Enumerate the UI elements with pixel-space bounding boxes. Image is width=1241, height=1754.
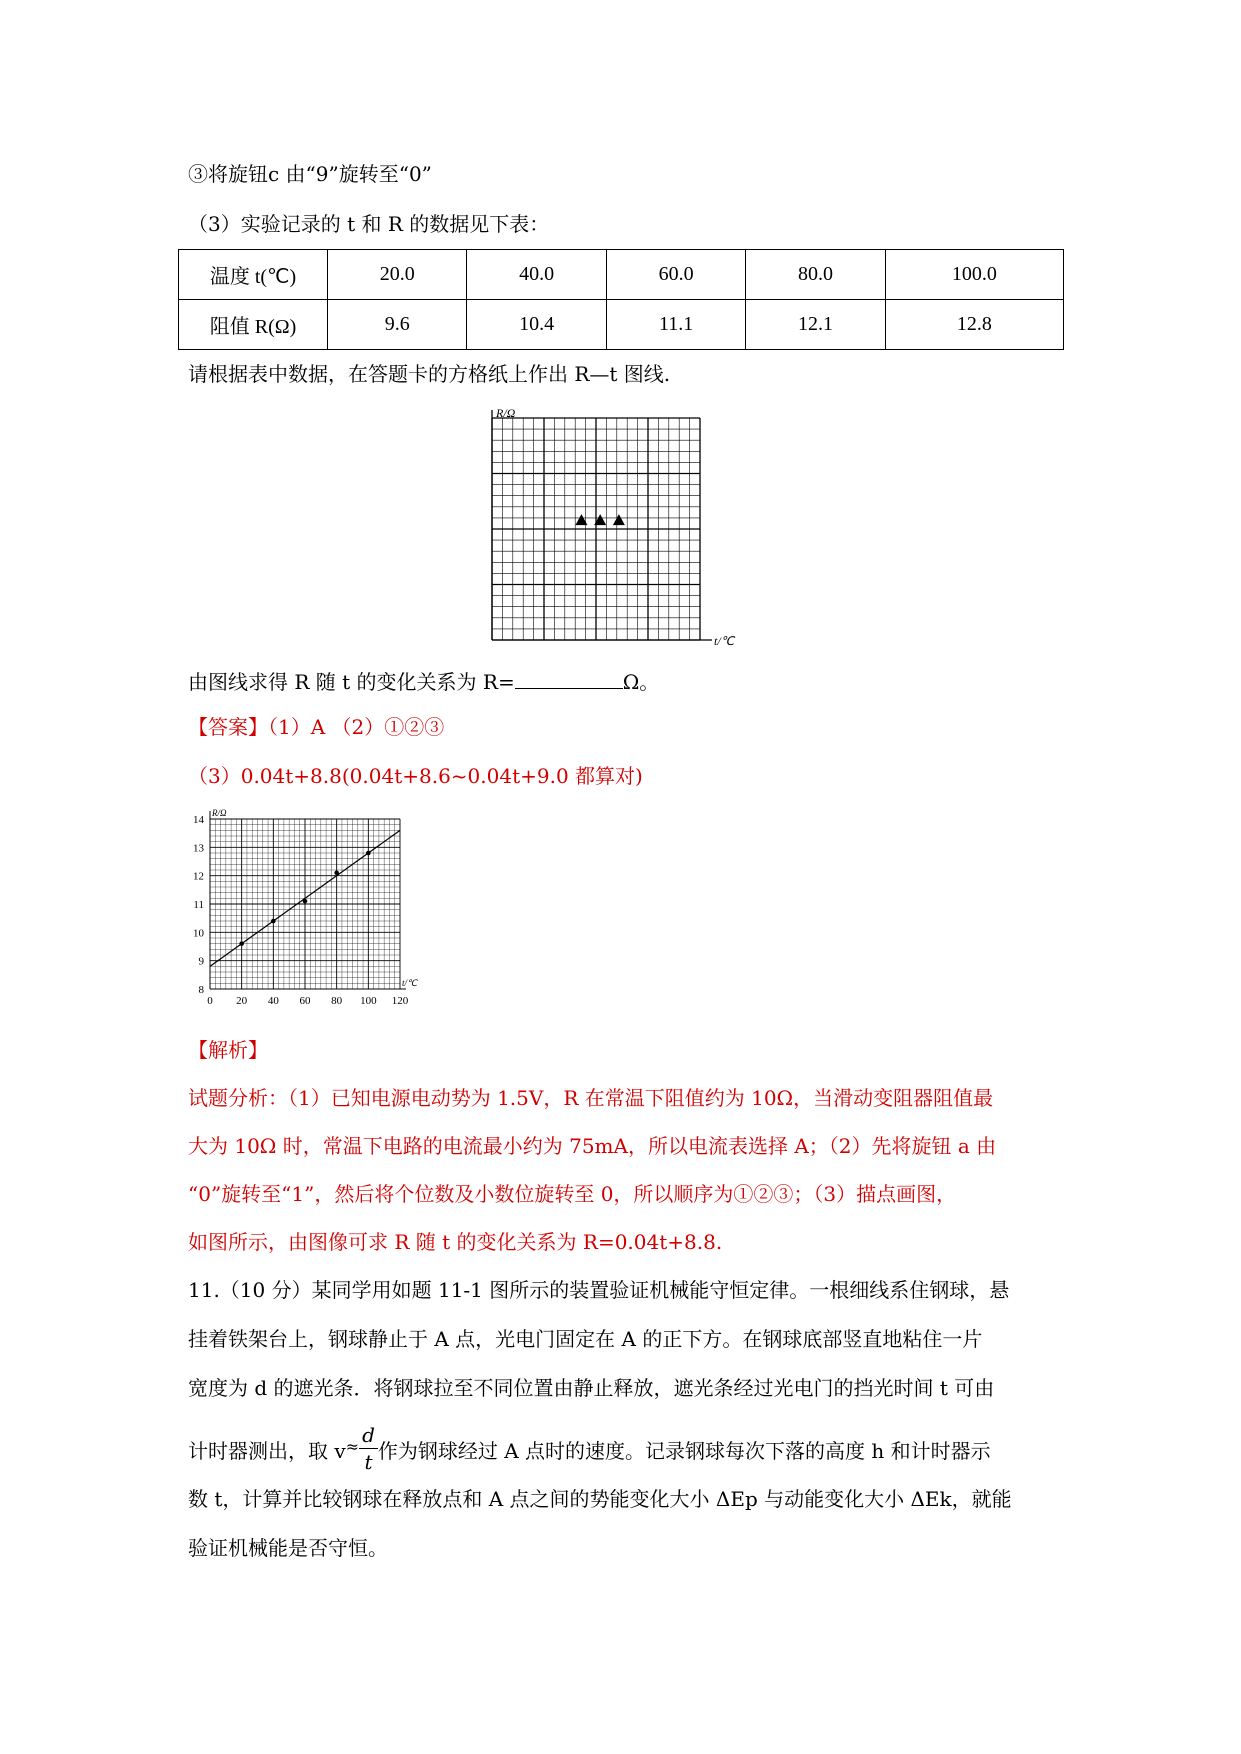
q11-line: 数 t，计算并比较钢球在释放点和 A 点之间的势能变化大小 ΔEp 与动能变化大小 ΔEk，就能 — [188, 1487, 1012, 1511]
table-cell: 10.4 — [467, 300, 606, 350]
table-cell: 9.6 — [328, 300, 467, 350]
answer-text: （1）A （2）①②③ — [268, 715, 445, 739]
relation-question-suffix: Ω。 — [622, 670, 660, 694]
relation-question — [188, 666, 659, 696]
part3-intro: （3）实验记录的 t 和 R 的数据见下表： — [188, 212, 550, 236]
answer-line2: （3）0.04t+8.8(0.04t+8.6~0.04t+9.0 都算对) — [188, 764, 643, 788]
data-table — [178, 249, 1064, 350]
x-tick-label: 40 — [267, 995, 279, 1007]
y-axis-label: R/Ω — [212, 808, 227, 818]
x-tick-label: 20 — [236, 995, 248, 1007]
data-point — [334, 871, 339, 876]
data-point — [303, 899, 308, 904]
triangle-mark — [613, 514, 625, 525]
answer-blank — [515, 666, 623, 689]
q11-line: 挂着铁架台上，钢球静止于 A 点，光电门固定在 A 的正下方。在钢球底部竖直地粘住一片 — [188, 1327, 983, 1351]
q11-line: 验证机械能是否守恒。 — [188, 1536, 388, 1560]
analysis-line: 如图所示，由图像可求 R 随 t 的变化关系为 R=0.04t+8.8. — [188, 1230, 723, 1254]
answer-tag: 【答案】 — [188, 715, 268, 739]
y-tick-label: 9 — [198, 955, 204, 968]
fraction-numerator: d — [359, 1422, 378, 1449]
table-cell: 40.0 — [467, 250, 606, 300]
velocity-fraction — [359, 1422, 378, 1475]
analysis-line: 大为 10Ω 时，常温下电路的电流最小约为 75mA，所以电流表选择 A；（2）先将旋钮 a 由 — [188, 1134, 997, 1158]
x-tick-label: 120 — [391, 995, 409, 1007]
table-row — [179, 250, 1064, 300]
y-axis-label: R/Ω — [496, 406, 516, 420]
y-tick-label: 11 — [193, 899, 204, 911]
x-tick-label: 80 — [331, 995, 343, 1007]
q11-line4-suffix: 作为钢球经过 A 点时的速度。记录钢球每次下落的高度 h 和计时器示 — [377, 1439, 991, 1463]
y-tick-label: 12 — [193, 870, 204, 883]
analysis-line: 试题分析：（1）已知电源电动势为 1.5V，R 在常温下阻值约为 10Ω，当滑动变阻器阻值最 — [188, 1086, 994, 1110]
blank-grid-paper — [480, 408, 760, 648]
table-cell: 12.1 — [746, 300, 885, 350]
table-cell: 11.1 — [606, 300, 745, 350]
approx-sign: ≈ — [345, 1437, 360, 1456]
table-header-resistance: 阻值 R(Ω) — [179, 300, 328, 350]
data-point — [366, 851, 371, 856]
y-tick-label: 14 — [193, 814, 204, 826]
data-point — [271, 919, 276, 924]
answer-chart — [180, 805, 418, 1020]
q11-line: 宽度为 d 的遮光条．将钢球拉至不同位置由静止释放，遮光条经过光电门的挡光时间 t 可由 — [188, 1376, 995, 1400]
q11-line: 11.（10 分）某同学用如题 11-1 图所示的装置验证机械能守恒定律。一根细线系住钢球，悬 — [188, 1278, 1010, 1302]
x-tick-label: 100 — [360, 995, 377, 1007]
table-cell: 12.8 — [885, 300, 1063, 350]
y-tick-label: 10 — [193, 927, 204, 940]
relation-question-prefix: 由图线求得 R 随 t 的变化关系为 R= — [188, 670, 515, 694]
table-cell: 100.0 — [885, 250, 1063, 300]
table-cell: 80.0 — [746, 250, 885, 300]
q11-line4 — [188, 1423, 991, 1479]
x-tick-label: 0 — [207, 995, 213, 1007]
analysis-tag: 【解析】 — [188, 1038, 268, 1062]
fraction-denominator: t — [364, 1450, 373, 1474]
data-point — [239, 941, 244, 946]
answer-line1 — [188, 713, 444, 741]
step3-text: ③将旋钮c 由“9”旋转至“0” — [188, 162, 432, 186]
y-tick-label: 13 — [193, 842, 204, 855]
table-row — [179, 300, 1064, 350]
x-axis-label: t/℃ — [714, 634, 735, 648]
table-cell: 20.0 — [328, 250, 467, 300]
y-tick-label: 8 — [198, 984, 204, 996]
table-cell: 60.0 — [606, 250, 745, 300]
x-axis-label: t/℃ — [402, 978, 418, 988]
instruction-text: 请根据表中数据，在答题卡的方格纸上作出 R—t 图线. — [188, 362, 671, 386]
q11-line4-prefix: 计时器测出，取 v — [188, 1439, 346, 1463]
analysis-line: “0”旋转至“1”，然后将个位数及小数位旋转至 0，所以顺序为①②③；（3）描点画图， — [188, 1182, 957, 1206]
x-tick-label: 60 — [299, 995, 311, 1007]
table-header-temperature: 温度 t(℃) — [179, 250, 328, 300]
